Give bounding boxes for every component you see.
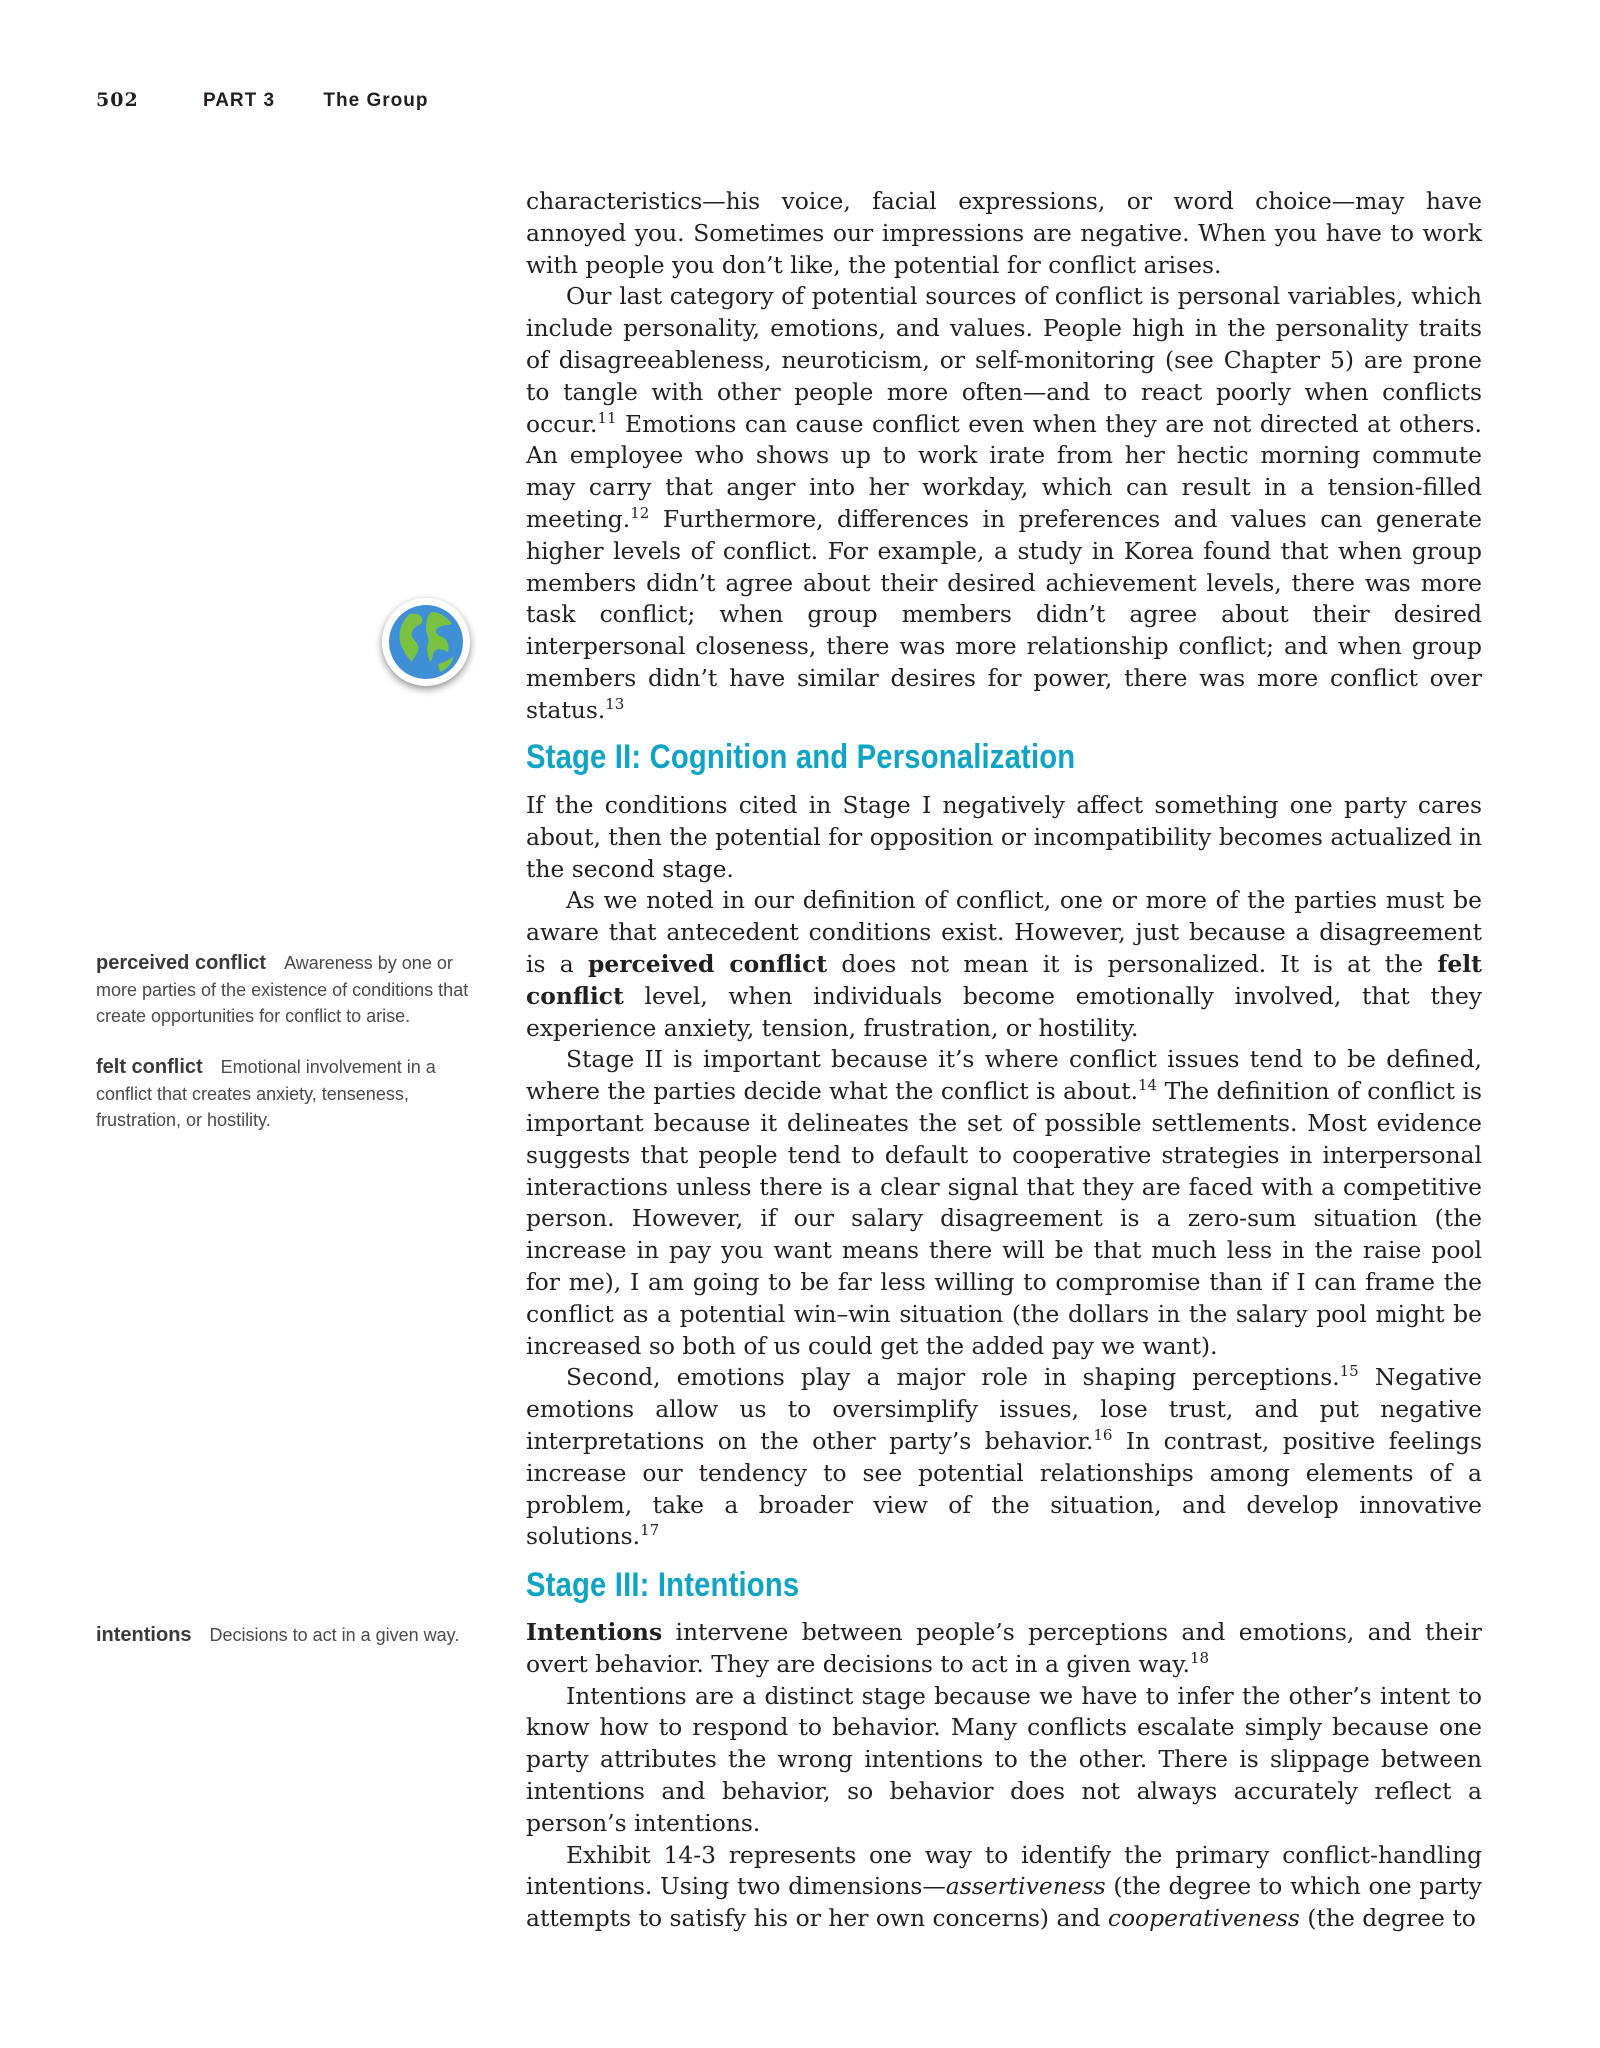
term-felt-conflict: felt conflict: [526, 949, 1482, 1010]
stage2-paragraph-3: Stage II is important because it’s where conflict issues tend to be defined, where the parties decide what the conflict is about.$^{14}$ The definition of conflict is important because it delineates the set of possible settlements. Most evidence suggests that people tend to default to cooperative strategies in interpersonal interactions unless there is a clear signal that they are faced with a competitive person. However, if our salary disagreement is a zero-sum situation (the increase in pay you want means there will be that much less in the raise pool for me), I am going to be far less willing to compromise than if I can frame the conflict as a potential win–win situation (the dollars in the salary pool might be increased so both of us could get the added pay we want).: [526, 1045, 1483, 1360]
emphasis-assertiveness: assertiveness: [945, 1872, 1106, 1901]
stage2-paragraph-2: As we noted in our definition of conflict, one or more of the parties must be aware that antecedent conditions exist. However, just because a disagreement is a perceived conflict does not mean it is personalized. It is at the felt conflict level, when individuals become emotionally involved, that they experience anxiety, tension, frustration, or hostility.: [526, 886, 1482, 1042]
glossary-definition: Emotional involvement in a conflict that creates anxiety, tenseness, frustration, or hostility.: [96, 1057, 436, 1130]
stage2-paragraph-1: If the conditions cited in Stage I negatively affect something one party cares about, then the potential for opposition or incompatibility becomes actualized in the second stage.: [526, 791, 1482, 883]
globe-icon: [382, 598, 470, 686]
glossary-term: felt conflict: [96, 1056, 203, 1078]
term-intentions: Intentions: [526, 1618, 663, 1646]
section-heading-stage-3: Stage III: Intentions: [526, 1566, 800, 1604]
intro-paragraph-2: Our last category of potential sources of conflict is personal variables, which include personality, emotions, and values. People high in the personality traits of disagreeableness, neuroticism, or self-monitoring (see Chapter 5) are prone to tangle with other people more often—and to react poorly when conflicts occur.$^{11}$ Emotions can cause conflict even when they are not directed at others. An employee who shows up to work irate from her hectic morning commute may carry that anger into her workday, which can result in a tension-filled meeting.$^{12}$ Furthermore, differences in preferences and values can generate higher levels of conflict. For example, a study in Korea found that when group members didn’t agree about their desired achievement levels, there was more task conflict; when group members didn’t agree about their desired interpersonal closeness, there was more relationship conflict; and when group members didn’t have similar desires for power, there was more conflict over status.$^{13}$: [526, 282, 1482, 724]
glossary-term: intentions: [96, 1624, 192, 1646]
footnote-ref: 13: [605, 694, 625, 713]
glossary-perceived-conflict: [96, 950, 476, 1030]
footnote-ref: 17: [640, 1521, 660, 1540]
glossary-felt-conflict: [96, 1054, 476, 1134]
stage2-paragraph-4: Second, emotions play a major role in shaping perceptions.$^{15}$ Negative emotions allow us to oversimplify issues, lose trust, and put negative interpretations on the other party’s behavior.$^{16}$ In contrast, positive feelings increase our tendency to see potential relationships among elements of a problem, take a broader view of the situation, and develop innovative solutions.$^{17}$: [526, 1362, 1482, 1551]
part-label: PART 3: [202, 90, 276, 111]
glossary-intentions: [96, 1622, 496, 1649]
emphasis-cooperativeness: cooperativeness: [1107, 1904, 1300, 1933]
glossary-definition: Decisions to act in a given way.: [209, 1625, 460, 1645]
part-title: The Group: [323, 90, 429, 111]
stage3-paragraph-1: Intentions intervene between people’s perceptions and emotions, and their overt behavior. They are decisions to act in a given way.$^{18}$: [526, 1618, 1482, 1678]
stage3-paragraph-3: Exhibit 14-3 represents one way to identify the primary conflict-handling intentions. Using two dimensions—assertiveness (the degree to which one party attempts to satisfy his or her own concerns) and cooperativeness (the degree to: [526, 1840, 1482, 1933]
footnote-ref: 12: [630, 503, 650, 522]
footnote-ref: 18: [1189, 1648, 1210, 1667]
intro-paragraph-1: characteristics—his voice, facial expressions, or word choice—may have annoyed you. Sometimes our impressions are negative. When you have to work with people you don’t like, the potential for conflict arises.: [526, 187, 1482, 279]
glossary-term: perceived conflict: [96, 952, 267, 974]
term-perceived-conflict: perceived conflict: [587, 949, 828, 978]
footnote-ref: 15: [1339, 1362, 1359, 1381]
running-header: [96, 89, 428, 112]
stage-3-body: [526, 1617, 1482, 1935]
section-heading-stage-2: Stage II: Cognition and Personalization: [526, 738, 1076, 776]
intro-body: [526, 186, 1482, 727]
footnote-ref: 16: [1093, 1425, 1113, 1444]
footnote-ref: 11: [597, 408, 617, 427]
stage3-paragraph-2: Intentions are a distinct stage because we have to infer the other’s intent to know how to respond to behavior. Many conflicts escalate simply because one party attributes the wrong intentions to the other. There is slippage between intentions and behavior, so behavior does not always accurately reflect a person’s intentions.: [526, 1681, 1482, 1837]
stage-2-body: [526, 790, 1482, 1553]
glossary-definition: Awareness by one or more parties of the existence of conditions that create opportunities for conflict to arise.: [96, 953, 469, 1026]
page-number: 502: [96, 89, 139, 111]
footnote-ref: 14: [1138, 1076, 1158, 1095]
